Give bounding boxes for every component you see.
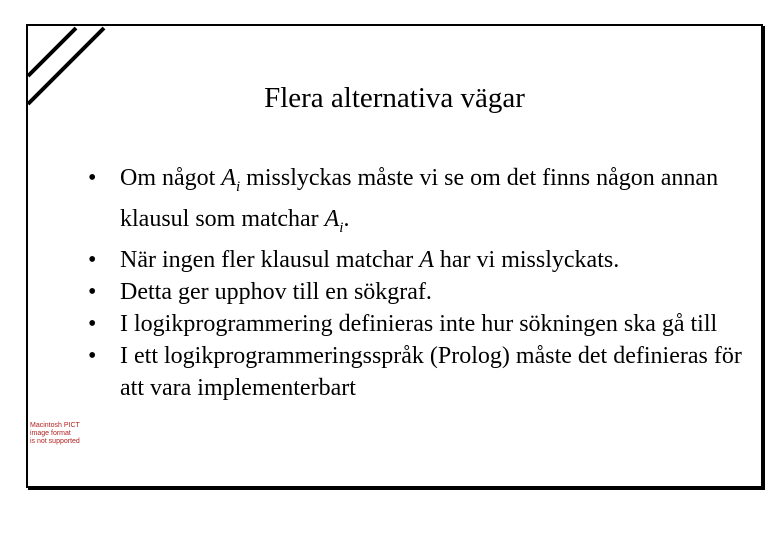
bullet-item (88, 276, 748, 308)
bullet-item (88, 340, 748, 404)
badge-line: Macintosh PICT (30, 422, 80, 429)
badge-line: image format (30, 430, 71, 437)
bullet-item (88, 308, 748, 340)
bullet-text-part: . (343, 205, 350, 232)
bullet-text-part: I logikprogrammering definieras inte hur sökningen ska gå till (120, 310, 718, 337)
bullet-text-part: i (339, 219, 344, 236)
bullet-text-part: A (324, 205, 340, 232)
bullet-text-part: har vi misslyckats. (433, 246, 620, 273)
slide (26, 24, 763, 488)
bullet-text-part: Om något (120, 165, 222, 191)
bullet-item (88, 244, 748, 276)
bullet-text-part: A (221, 165, 236, 191)
unsupported-image-placeholder (30, 422, 80, 464)
bullet-text-part: misslyckas måste vi se om det finns någon annan klausul som matchar (120, 165, 719, 232)
bullet-text-part: i (236, 178, 241, 195)
slide-title: Flera alternativa vägar (264, 82, 525, 114)
bullet-text-part: Detta ger upphov till en sökgraf. (120, 278, 432, 305)
badge-line: is not supported (30, 438, 80, 445)
bullet-dot: • (88, 342, 97, 369)
bullet-dot: • (88, 246, 97, 273)
bullet-text-part: När ingen fler klausul matchar (120, 246, 420, 273)
bullet-dot: • (88, 310, 97, 337)
bullet-list (88, 162, 748, 404)
bullet-item (88, 162, 748, 244)
bullet-text-part: A (419, 246, 434, 273)
bullet-dot: • (88, 278, 97, 305)
bullet-text-part: I ett logikprogrammeringsspråk (Prolog) måste det definieras för att vara implementerbart (120, 342, 742, 401)
bullet-dot: • (88, 165, 97, 191)
